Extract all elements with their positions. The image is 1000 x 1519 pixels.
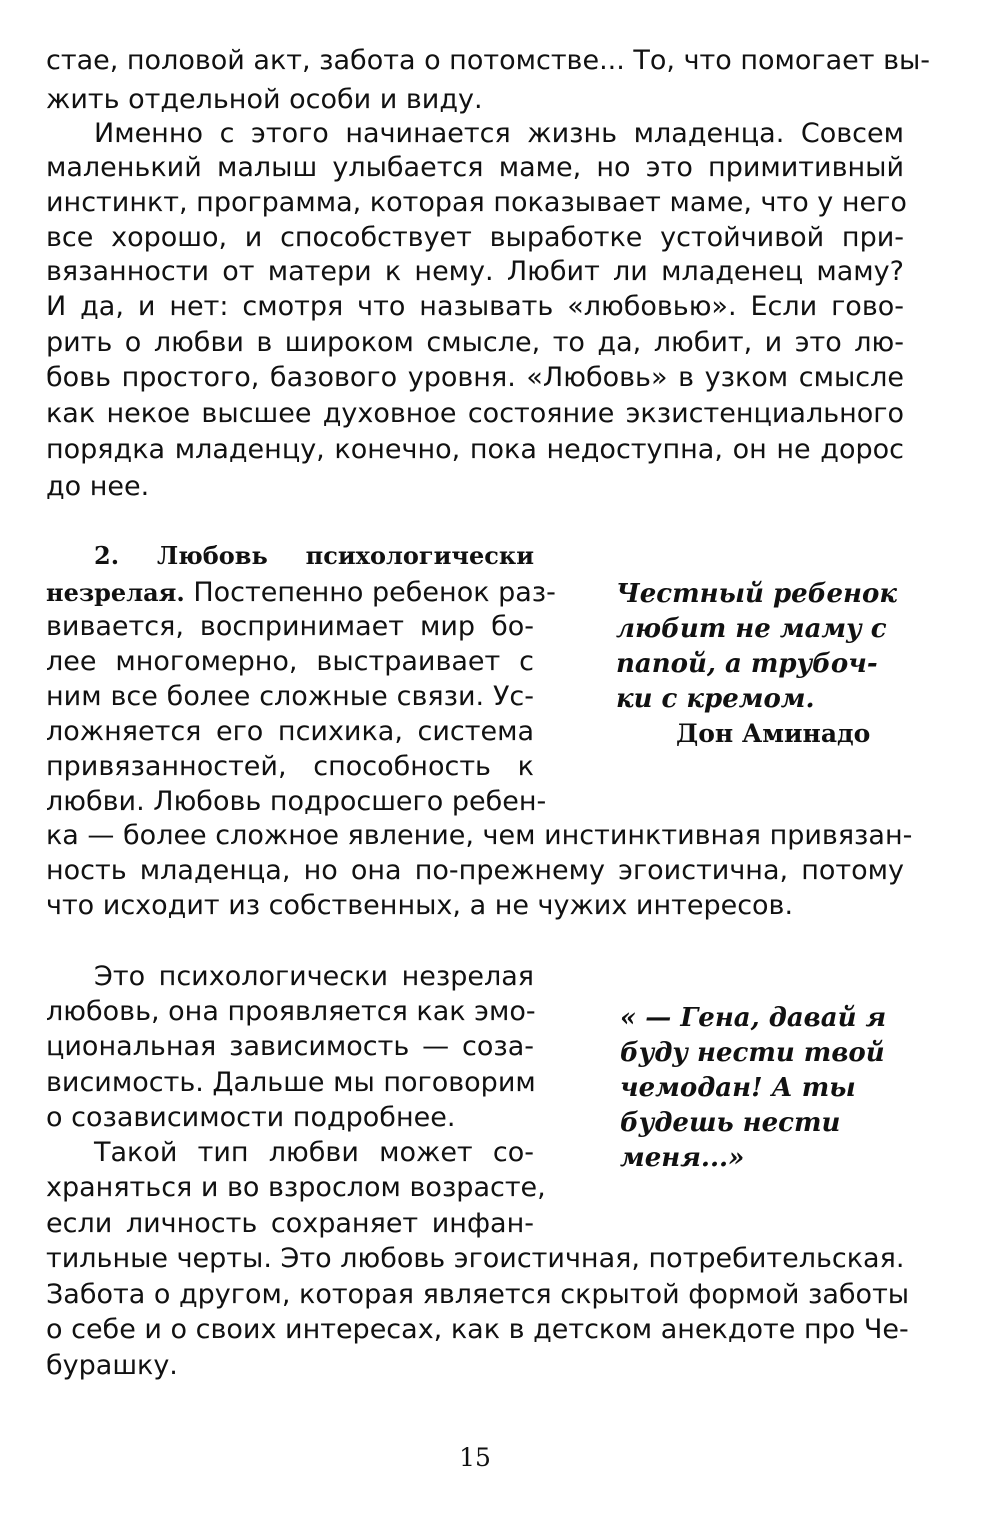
sidebar-quote-line: будешь нести — [620, 1108, 841, 1138]
section2-text: Постепенно ребенок раз- — [184, 577, 556, 608]
sidebar-quote-line: меня...» — [620, 1143, 745, 1173]
paragraph3-line: о созависимости подробнее. — [46, 1102, 456, 1133]
paragraph2-line: маленький малыш улыбается маме, но это примитивный — [46, 152, 904, 183]
paragraph4-line: если личность сохраняет инфан- — [46, 1208, 534, 1239]
paragraph4-line: бурашку. — [46, 1350, 178, 1381]
section2-first-line — [46, 574, 556, 611]
paragraph2-line: бовь простого, базового уровня. «Любовь» в узком смысле — [46, 362, 904, 393]
section2-line: вивается, воспринимает мир бо- — [46, 611, 534, 642]
paragraph3-line: циональная зависимость — соза- — [46, 1031, 534, 1062]
epigraph-line: папой, а трубоч- — [616, 649, 878, 679]
section2-line: любви. Любовь подросшего ребен- — [46, 786, 547, 817]
section2-line: ность младенца, но она по-прежнему эгоистична, потому — [46, 855, 904, 886]
section2-line: лее многомерно, выстраивает с — [46, 646, 534, 677]
paragraph3-line: Это психологически незрелая — [94, 961, 534, 992]
paragraph4-line: о себе и о своих интересах, как в детском анекдоте про Че- — [46, 1314, 909, 1345]
epigraph-line: ки с кремом. — [616, 684, 815, 714]
sidebar-quote-line: буду нести твой — [620, 1038, 885, 1068]
epigraph-author: Дон Аминадо — [676, 719, 871, 748]
paragraph3-line: любовь, она проявляется как эмо- — [46, 996, 536, 1027]
paragraph2-line: И да, и нет: смотря что называть «любовью». Если гово- — [46, 291, 904, 322]
section-heading-end: незрелая. — [46, 578, 185, 607]
section2-line: что исходит из собственных, а не чужих интересов. — [46, 890, 794, 921]
section2-line: ложняется его психика, система — [46, 716, 534, 747]
section2-line: привязанностей, способность к — [46, 751, 534, 782]
paragraph2-line: порядка младенцу, конечно, пока недоступна, он не дорос — [46, 434, 904, 465]
paragraph2-line: вязанности от матери к нему. Любит ли младенец маму? — [46, 256, 904, 287]
section2-line: ним все более сложные связи. Ус- — [46, 681, 534, 712]
epigraph-line: Честный ребенок — [616, 579, 897, 609]
section-heading: 2. Любовь психологически — [94, 541, 534, 570]
paragraph2-line: все хорошо, и способствует выработке устойчивой при- — [46, 222, 904, 253]
sidebar-quote-line: чемодан! А ты — [620, 1073, 856, 1103]
page-number: 15 — [459, 1443, 491, 1472]
paragraph1-line: жить отдельной особи и виду. — [46, 84, 483, 115]
paragraph2-line: Именно с этого начинается жизнь младенца. Совсем — [94, 118, 904, 149]
paragraph4-line: Забота о другом, которая является скрытой формой заботы — [46, 1279, 910, 1310]
paragraph1-line: стае, половой акт, забота о потомстве... То, что помогает вы- — [46, 45, 931, 76]
section2-line: ка — более сложное явление, чем инстинктивная привязан- — [46, 820, 913, 851]
sidebar-quote-line: « — Гена, давай я — [620, 1003, 887, 1033]
paragraph2-line: инстинкт, программа, которая показывает маме, что у него — [46, 187, 907, 218]
paragraph2-line: рить о любви в широком смысле, то да, любит, и это лю- — [46, 327, 904, 358]
paragraph2-line: до нее. — [46, 471, 150, 502]
epigraph-line: любит не маму с — [616, 614, 887, 644]
paragraph4-line: тильные черты. Это любовь эгоистичная, потребительская. — [46, 1243, 905, 1274]
paragraph3-line: висимость. Дальше мы поговорим — [46, 1067, 536, 1098]
paragraph4-line: Такой тип любви может со- — [94, 1137, 534, 1168]
paragraph4-line: храняться и во взрослом возрасте, — [46, 1172, 546, 1203]
paragraph2-line: как некое высшее духовное состояние экзистенциального — [46, 398, 904, 429]
